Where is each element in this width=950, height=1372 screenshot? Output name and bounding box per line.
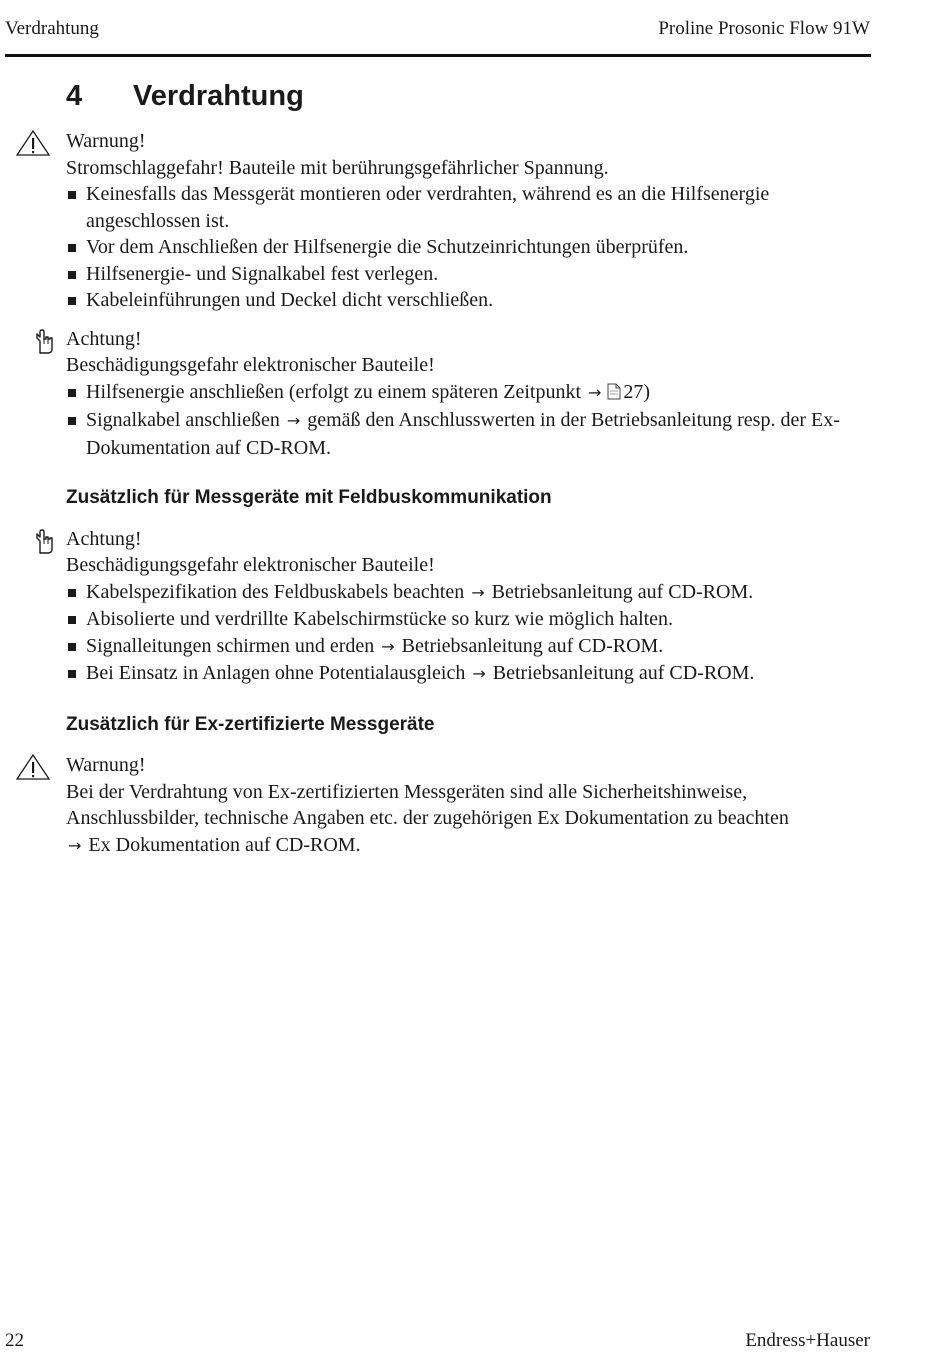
- ex-text-line-1: Bei der Verdrahtung von Ex-zertifizierten Messgeräten sind alle Sicherheitshinweise,: [66, 780, 748, 803]
- warning-list: [66, 181, 856, 314]
- caution-text: Beschädigungsgefahr elektronischer Bauteile!: [66, 354, 435, 376]
- chapter-heading: [66, 80, 304, 113]
- warning-triangle-icon: [16, 129, 52, 157]
- chapter-number: 4: [66, 80, 83, 112]
- list-item: Bei Einsatz in Anlagen ohne Potentialausgleich → Betriebsanleitung auf CD-ROM.: [66, 660, 856, 688]
- ex-text-line-2: Anschlussbilder, technische Angaben etc. der zugehörigen Ex Dokumentation zu beachten: [66, 807, 789, 829]
- caution-text: Beschädigungsgefahr elektronischer Bauteile!: [66, 554, 435, 576]
- header-section-title: Verdrahtung: [5, 18, 99, 39]
- bullet-square-icon: [68, 643, 76, 651]
- warning-text: Stromschlaggefahr! Bauteile mit berührungsgefährlicher Spannung.: [66, 156, 609, 179]
- fieldbus-list: [66, 579, 856, 688]
- bullet-square-icon: [68, 297, 76, 305]
- page-footer: [5, 1330, 870, 1356]
- caution-block-fieldbus: [66, 526, 856, 688]
- list-item: Hilfsenergie anschließen (erfolgt zu einem späteren Zeitpunkt → 27): [66, 379, 856, 408]
- page-number: 22: [5, 1330, 24, 1351]
- page-reference: 27): [623, 380, 651, 403]
- header-rule: [5, 54, 871, 57]
- bullet-square-icon: [68, 670, 76, 678]
- list-item: Signalleitungen schirmen und erden → Betriebsanleitung auf CD-ROM.: [66, 633, 856, 661]
- warning-block-shock: [66, 128, 856, 314]
- list-item: Signalkabel anschließen → gemäß den Anschlusswerten in der Betriebsanleitung resp. der Ex-Dokumentation auf CD-ROM.: [66, 407, 856, 461]
- arrow-right-icon: →: [381, 636, 395, 656]
- arrow-right-icon: →: [471, 582, 485, 602]
- warning-label: Warnung!: [66, 130, 146, 152]
- page-content: [66, 128, 856, 859]
- header-product-name: Proline Prosonic Flow 91W: [658, 18, 870, 39]
- ex-text-line-3: → Ex Dokumentation auf CD-ROM.: [68, 833, 361, 856]
- document-page-icon: [607, 381, 621, 408]
- pointing-hand-icon: [34, 529, 56, 555]
- arrow-right-icon: →: [68, 835, 82, 855]
- page-header: [5, 14, 870, 44]
- bullet-square-icon: [68, 191, 76, 199]
- bullet-square-icon: [68, 389, 76, 397]
- list-item: Abisolierte und verdrillte Kabelschirmstücke so kurz wie möglich halten.: [66, 606, 856, 633]
- list-item: Kabeleinführungen und Deckel dicht verschließen.: [66, 287, 856, 314]
- bullet-square-icon: [68, 244, 76, 252]
- warning-block-ex: [66, 752, 856, 859]
- pointing-hand-icon: [34, 329, 56, 355]
- arrow-right-icon: →: [286, 411, 301, 430]
- section-heading-fieldbus: Zusätzlich für Messgeräte mit Feldbuskommunikation: [66, 487, 552, 508]
- caution-label: Achtung!: [66, 327, 142, 350]
- chapter-title: Verdrahtung: [133, 80, 304, 112]
- section-heading-ex: Zusätzlich für Ex-zertifizierte Messgeräte: [66, 713, 435, 735]
- caution-block-electronics: [66, 326, 856, 462]
- list-item: Vor dem Anschließen der Hilfsenergie die Schutzeinrichtungen überprüfen.: [66, 234, 856, 261]
- warning-triangle-icon: [16, 753, 52, 781]
- arrow-right-icon: →: [472, 664, 486, 683]
- caution-label: Achtung!: [66, 527, 142, 550]
- bullet-square-icon: [68, 589, 76, 597]
- bullet-square-icon: [68, 417, 76, 425]
- warning-label: Warnung!: [66, 754, 146, 776]
- bullet-square-icon: [68, 616, 76, 624]
- arrow-right-icon: →: [588, 382, 602, 402]
- bullet-square-icon: [68, 271, 76, 279]
- list-item: Keinesfalls das Messgerät montieren oder verdrahten, während es an die Hilfsenergie angeschlossen ist.: [66, 181, 856, 234]
- caution-list: [66, 379, 856, 462]
- brand-name: Endress+Hauser: [745, 1330, 870, 1351]
- list-item: Kabelspezifikation des Feldbuskabels beachten → Betriebsanleitung auf CD-ROM.: [66, 579, 856, 607]
- list-item: Hilfsenergie- und Signalkabel fest verlegen.: [66, 261, 856, 288]
